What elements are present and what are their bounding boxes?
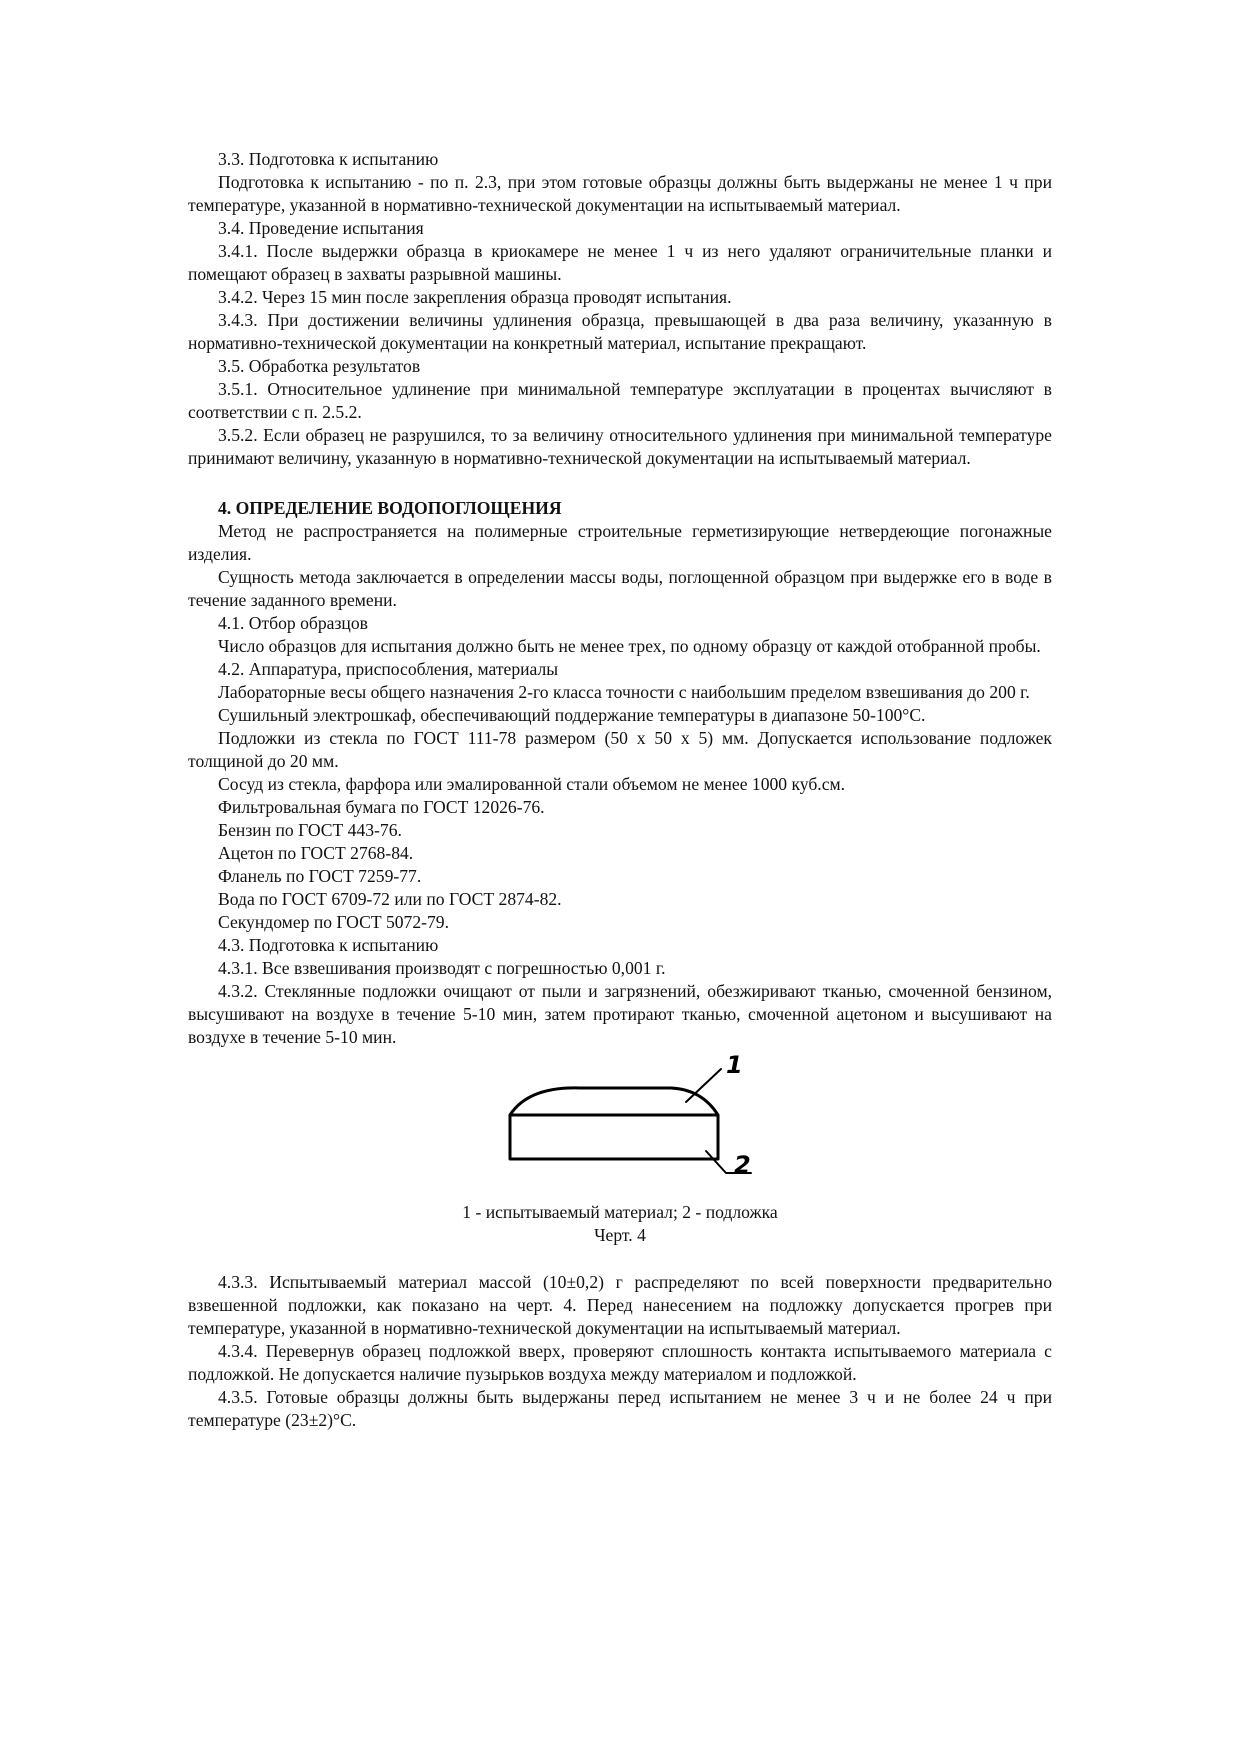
paragraph-3-4-2: 3.4.2. Через 15 мин после закрепления образца проводят испытания.: [218, 287, 732, 307]
paragraph-4-intro-1: Метод не распространяется на полимерные строительные герметизирующие нетвердеющие погонажные изделия.: [188, 521, 1052, 564]
callout-label-1: 1: [726, 1051, 743, 1079]
equipment-item: Секундомер по ГОСТ 5072-79.: [218, 912, 450, 932]
callout-label-2: 2: [734, 1151, 751, 1179]
equipment-item: Ацетон по ГОСТ 2768-84.: [218, 843, 414, 863]
heading-4-2: 4.2. Аппаратура, приспособления, материалы: [218, 659, 559, 679]
equipment-item: Бензин по ГОСТ 443-76.: [218, 820, 402, 840]
figure-caption: 1 - испытываемый материал; 2 - подложка: [462, 1202, 778, 1222]
paragraph-4-3-5: 4.3.5. Готовые образцы должны быть выдержаны перед испытанием не менее 3 ч и не более 24 ч при температуре (23±2)°С.: [188, 1387, 1052, 1430]
equipment-item: Вода по ГОСТ 6709-72 или по ГОСТ 2874-82.: [218, 889, 562, 909]
paragraph-4-intro-2: Сущность метода заключается в определении массы воды, поглощенной образцом при выдержке его в воде в течение заданного времени.: [188, 567, 1052, 610]
heading-4-1: 4.1. Отбор образцов: [218, 613, 368, 633]
heading-3-3: 3.3. Подготовка к испытанию: [218, 149, 439, 169]
section-4-title: 4. ОПРЕДЕЛЕНИЕ ВОДОПОГЛОЩЕНИЯ: [218, 498, 562, 518]
substrate-plate: [510, 1115, 718, 1159]
paragraph-3-3: Подготовка к испытанию - по п. 2.3, при этом готовые образцы должны быть выдержаны не менее 1 ч при температуре, указанной в нормативно-технической документации на испытываемый материал.: [188, 172, 1052, 215]
equipment-item: Фланель по ГОСТ 7259-77.: [218, 866, 422, 886]
figure-title: Черт. 4: [594, 1225, 646, 1245]
paragraph-3-4-1: 3.4.1. После выдержки образца в криокамере не менее 1 ч из него удаляют ограничительные планки и помещают образец в захваты разрывной машины.: [188, 241, 1052, 284]
paragraph-4-3-3: 4.3.3. Испытываемый материал массой (10±0,2) г распределяют по всей поверхности предварительно взвешенной подложки, как показано на черт. 4. Перед нанесением на подложку допускается прогрев при температуре, указанной в нормативно-технической документации на испытываемый материал.: [188, 1272, 1052, 1338]
equipment-item: Сосуд из стекла, фарфора или эмалированной стали объемом не менее 1000 куб.см.: [218, 774, 846, 794]
heading-3-4: 3.4. Проведение испытания: [218, 218, 424, 238]
paragraph-3-5-2: 3.5.2. Если образец не разрушился, то за величину относительного удлинения при минимальной температуре принимают величину, указанную в нормативно-технической документации на испытываемый материал.: [188, 425, 1052, 468]
heading-4-3: 4.3. Подготовка к испытанию: [218, 935, 439, 955]
paragraph-4-1: Число образцов для испытания должно быть не менее трех, по одному образцу от каждой отобранной пробы.: [218, 636, 1041, 656]
equipment-item: Фильтровальная бумага по ГОСТ 12026-76.: [218, 797, 545, 817]
equipment-item: Сушильный электрошкаф, обеспечивающий поддержание температуры в диапазоне 50-100°С.: [218, 705, 926, 725]
paragraph-4-3-1: 4.3.1. Все взвешивания производят с погрешностью 0,001 г.: [218, 958, 666, 978]
paragraph-4-3-2: 4.3.2. Стеклянные подложки очищают от пыли и загрязнений, обезжиривают тканью, смоченной бензином, высушивают на воздухе в течение 5-10 мин, затем протирают тканью, смоченной ацетоном и высушивают на воздухе в течение 5-10 мин.: [188, 981, 1052, 1047]
paragraph-3-5-1: 3.5.1. Относительное удлинение при минимальной температуре эксплуатации в процентах вычисляют в соответствии с п. 2.5.2.: [188, 379, 1052, 422]
paragraph-3-4-3: 3.4.3. При достижении величины удлинения образца, превышающей в два раза величину, указанную в нормативно-технической документации на конкретный материал, испытание прекращают.: [188, 310, 1052, 353]
equipment-item: Подложки из стекла по ГОСТ 111-78 размером (50 х 50 х 5) мм. Допускается использование подложек толщиной до 20 мм.: [188, 728, 1052, 771]
spacer: [188, 1247, 1052, 1271]
heading-3-5: 3.5. Обработка результатов: [218, 356, 421, 376]
paragraph-4-3-4: 4.3.4. Перевернув образец подложкой вверх, проверяют сплошность контакта испытываемого материала с подложкой. Не допускается наличие пузырьков воздуха между материалом и подложкой.: [188, 1341, 1052, 1384]
equipment-item: Лабораторные весы общего назначения 2-го класса точности с наибольшим пределом взвешивания до 200 г.: [218, 682, 1030, 702]
substrate-sample-diagram: [188, 1051, 1052, 1201]
document-page: [188, 148, 1052, 1432]
figure-4-drawing: [188, 1051, 1052, 1201]
